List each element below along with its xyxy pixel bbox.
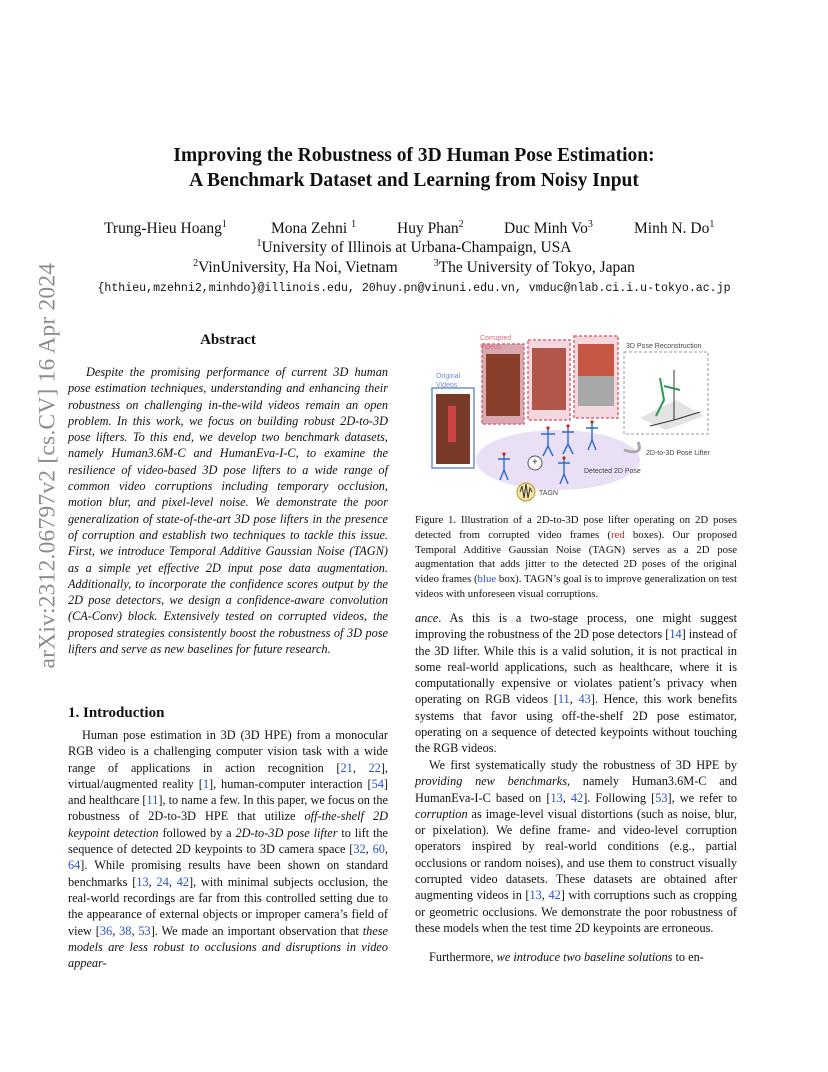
citation[interactable]: 54 bbox=[371, 776, 384, 791]
author-5: Minh N. Do$^1$ bbox=[634, 219, 715, 238]
pose-reconstruction-box bbox=[624, 352, 708, 434]
citation[interactable]: 13 bbox=[529, 888, 542, 903]
citation[interactable]: 22 bbox=[368, 760, 381, 775]
abstract-heading: Abstract bbox=[200, 332, 256, 348]
citation[interactable]: 11 bbox=[557, 692, 570, 707]
affiliation-2-3: $^2$VinUniversity, Ha Noi, Vietnam $^3$The University of Tokyo, Japan bbox=[193, 258, 635, 277]
label-corrupted-videos: Corrupted Videos bbox=[480, 335, 512, 351]
citation[interactable]: 13 bbox=[136, 874, 149, 889]
figure-1-caption: Figure 1. Illustration of a 2D-to-3D pose lifter operating on 2D poses detected from corrupted video frames (red boxes). Our proposed Temporal Additive Gaussian Noise (TAGN) serves as a 2D pose augmentation that adds jitter to the detected 2D poses of the original video frames (blue box). TAGN’s goal is to improve generalization on test videos with unforeseen visual corruptions. bbox=[415, 514, 737, 600]
citation[interactable]: 38 bbox=[119, 923, 132, 938]
paper-title bbox=[0, 143, 828, 193]
citation[interactable]: 42 bbox=[176, 874, 190, 889]
right-paragraph-3: Furthermore, we introduce two baseline solutions to en- bbox=[429, 950, 704, 964]
label-tagn: TAGN bbox=[539, 490, 558, 497]
author-2: Mona Zehni $^1$ bbox=[271, 219, 357, 238]
label-pose-lifter: 2D-to-3D Pose Lifter bbox=[646, 450, 710, 457]
author-3: Huy Phan$^2$ bbox=[397, 219, 464, 238]
figure-1 bbox=[428, 330, 728, 506]
pose-cloud-ellipse bbox=[476, 430, 640, 490]
label-pose-reconstruction: 3D Pose Reconstruction bbox=[626, 343, 702, 350]
citation[interactable]: 24 bbox=[156, 874, 169, 889]
title-line-1: Improving the Robustness of 3D Human Pose Estimation: bbox=[173, 145, 655, 166]
citation[interactable]: 11 bbox=[146, 793, 159, 808]
right-paragraph-1: ance. As this is a two-stage process, one might suggest improving the robustness of the 2D pose detectors [14] instead of the 3D lifter. While this is a valid solution, it is not practical in some real-world applications, such as healthcare, where it is computationally expensive or violates patient’s privacy when operating on RGB videos [11, 43]. Hence, this work benefits systems that favor using off-the-shelf 2D pose estimator, operating on a sequence of detected keypoints without touching the RGB videos. bbox=[415, 611, 737, 756]
affiliation-1: $^1$University of Illinois at Urbana-Champaign, USA bbox=[256, 238, 572, 257]
abstract-text: Despite the promising performance of current 3D human pose estimation techniques, understanding and enhancing their robustness on challenging in-the-wild videos remain an open problem. In this work, we focus on building robust 2D-to-3D pose lifters. To this end, we develop two benchmark datasets, namely Human3.6M-C and HumanEva-I-C, to examine the resilience of video-based 3D pose lifters to a wide range of common video corruptions including temporary occlusion, motion blur, and pixel-level noise. We demonstrate the poor generalization of state-of-the-art 3D pose lifters in the presence of corruption and establish two techniques to tackle this issue. First, we introduce Temporal Additive Gaussian Noise (TAGN) as a simple yet effective 2D input pose data augmentation. Additionally, to incorporate the confidence scores output by the 2D pose detectors, we design a confidence-aware convolution (CA-Conv) block. Extensively tested on corrupted videos, the proposed strategies consistently boost the robustness of 3D pose lifters and serve as new baselines for future research. bbox=[68, 365, 388, 657]
citation[interactable]: 13 bbox=[550, 790, 563, 805]
citation[interactable]: 42 bbox=[548, 888, 561, 903]
citation[interactable]: 32 bbox=[353, 842, 366, 857]
citation[interactable]: 21 bbox=[340, 760, 353, 775]
intro-heading: 1. Introduction bbox=[68, 705, 165, 721]
citation[interactable]: 53 bbox=[138, 923, 151, 938]
citation[interactable]: 14 bbox=[669, 627, 682, 642]
arxiv-stamp bbox=[34, 262, 61, 669]
author-emails: {hthieu,mzehni2,minhdo}@illinois.edu, 20huy.pn@vinuni.edu.vn, vmduc@nlab.ci.i.u-tokyo.ac.jp bbox=[97, 282, 731, 295]
original-frame bbox=[432, 388, 474, 468]
citation[interactable]: 42 bbox=[570, 790, 584, 805]
citation[interactable]: 60 bbox=[372, 842, 385, 857]
citation[interactable]: 64 bbox=[68, 858, 81, 873]
arxiv-id: arXiv:2312.06797v2 [cs.CV] 16 Apr 2024 bbox=[34, 262, 61, 669]
plus-sign: + bbox=[532, 457, 538, 468]
intro-text: Human pose estimation in 3D (3D HPE) from a monocular RGB video is a challenging computer vision task with a wide range of applications in action recognition [21, 22], virtual/augmented reality [1], human-computer interaction [54] and healthcare [11], to name a few. In this paper, we focus on the robustness of 2D-to-3D HPE that utilize off-the-shelf 2D keypoint detection followed by a 2D-to-3D pose lifter to lift the sequence of detected 2D keypoints to 3D camera space [32, 60, 64]. While promising results have been shown on standard benchmarks [13, 24, 42], with minimal subjects occlusion, the real-world recordings are far from this controlled setting due to the appearance of external objects or improper camera’s field of view [36, 38, 53]. We made an important observation that these models are less robust to occlusions and disruptions in video appear- bbox=[68, 728, 389, 971]
citation[interactable]: 36 bbox=[99, 923, 113, 938]
citation[interactable]: 53 bbox=[655, 790, 668, 805]
author-4: Duc Minh Vo$^3$ bbox=[504, 219, 593, 238]
right-paragraph-2: We first systematically study the robustness of 3D HPE by providing new benchmarks, namely Human3.6M-C and HumanEva-I-C based on [13, 42]. Following [53], we refer to corruption as image-level visual distortions (such as noise, blur, or pixelation). We define frame- and video-level corruption operators inspired by real-world conditions (e.g., partial occlusions or random noises), and use them to construct visually corrupted video datasets. These datasets are obtained after augmenting videos in [13, 42] with corruptions such as cropping or geometric occlusions. We demonstrate the poor robustness of these models when the test time 2D keypoints are erroneous. bbox=[415, 758, 737, 935]
label-original-videos: Original Videos bbox=[436, 373, 461, 389]
title-line-2: A Benchmark Dataset and Learning from Noisy Input bbox=[189, 170, 639, 191]
citation[interactable]: 1 bbox=[202, 776, 209, 791]
author-1: Trung-Hieu Hoang$^1$ bbox=[104, 219, 227, 238]
citation[interactable]: 43 bbox=[578, 692, 591, 707]
label-detected-pose: Detected 2D Pose bbox=[584, 468, 641, 475]
